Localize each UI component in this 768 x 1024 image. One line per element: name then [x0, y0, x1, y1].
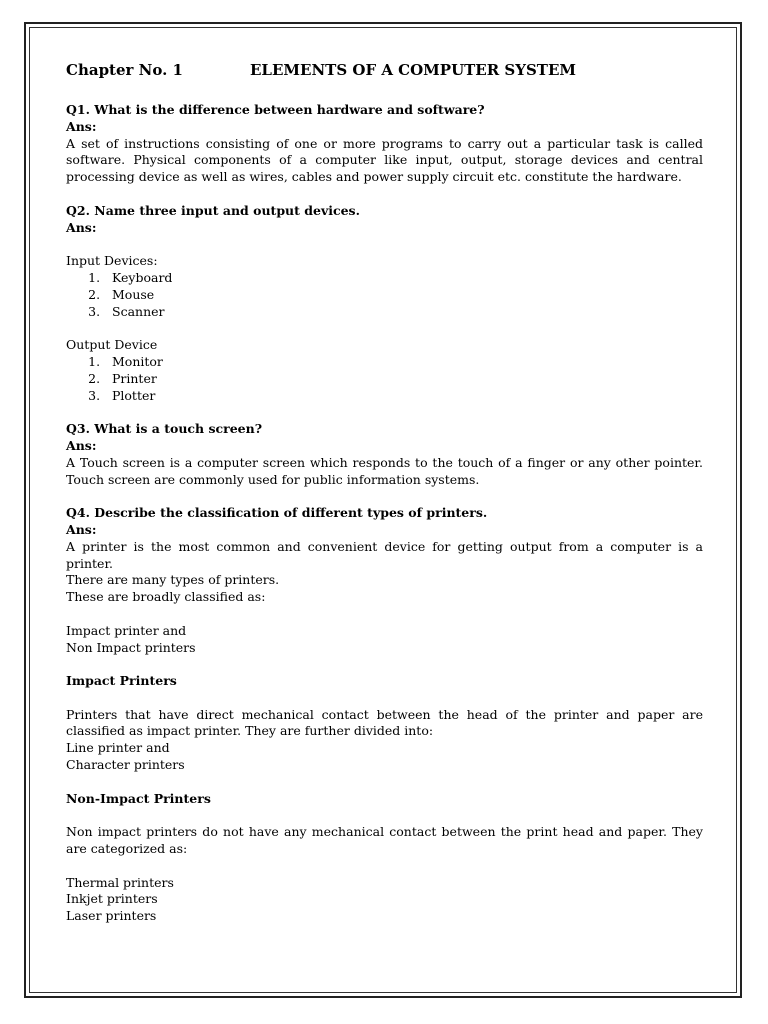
q1-answer: A set of instructions consisting of one or more programs to carry out a particular task is called software. Physical components of a computer like input, output, storage devices and central processing device as well as wires, cables and power supply circuit etc. constitute the hardware. — [66, 135, 703, 185]
non-impact-printers-text: Non impact printers do not have any mechanical contact between the print head and paper. They are categorized as: — [66, 824, 703, 857]
impact-type2: Character printers — [66, 757, 185, 773]
document-body — [66, 60, 703, 925]
q2-ans-label: Ans: — [66, 219, 97, 235]
non-impact-printers-heading: Non-Impact Printers — [66, 790, 211, 806]
q3-answer: A Touch screen is a computer screen which responds to the touch of a finger or any other pointer. Touch screen are commonly used for public information systems. — [66, 454, 703, 487]
list-item: 3. Scanner — [88, 303, 165, 319]
q2-input-heading: Input Devices: — [66, 253, 158, 269]
q4-ans-label: Ans: — [66, 521, 97, 537]
non-impact-type: Inkjet printers — [66, 891, 158, 907]
q4-class2: Non Impact printers — [66, 639, 196, 655]
q1-question: Q1. What is the difference between hardware and software? — [66, 102, 485, 117]
q3-ans-label: Ans: — [66, 437, 97, 453]
input-devices-list — [66, 270, 703, 320]
q3-question: Q3. What is a touch screen? — [66, 421, 263, 437]
q4-class1: Impact printer and — [66, 622, 187, 638]
non-impact-type: Laser printers — [66, 908, 157, 924]
q4-intro-line1: A printer is the most common and convenient device for getting output from a computer is a printer. — [66, 538, 703, 571]
list-item: 2. Printer — [88, 370, 157, 386]
q2-question: Q2. Name three input and output devices. — [66, 202, 360, 218]
impact-type1: Line printer and — [66, 740, 170, 756]
q4-intro-line3: These are broadly classified as: — [66, 589, 266, 605]
chapter-title: ELEMENTS OF A COMPUTER SYSTEM — [250, 61, 577, 79]
q4-question: Q4. Describe the classification of different types of printers. — [66, 505, 488, 521]
chapter-header — [66, 60, 703, 80]
impact-printers-heading: Impact Printers — [66, 673, 177, 689]
q1-ans-label: Ans: — [66, 118, 97, 134]
impact-printers-text: Printers that have direct mechanical contact between the head of the printer and paper are classified as impact printer. They are further divided into: — [66, 706, 703, 739]
list-item: 1. Keyboard — [88, 269, 173, 285]
non-impact-type: Thermal printers — [66, 874, 174, 890]
list-item: 1. Monitor — [88, 353, 163, 369]
list-item: 2. Mouse — [88, 286, 155, 302]
list-item: 3. Plotter — [88, 387, 156, 403]
output-devices-list — [66, 354, 703, 404]
chapter-number: Chapter No. 1 — [66, 61, 183, 79]
q2-output-heading: Output Device — [66, 337, 158, 353]
q4-intro-line2: There are many types of printers. — [66, 572, 280, 588]
